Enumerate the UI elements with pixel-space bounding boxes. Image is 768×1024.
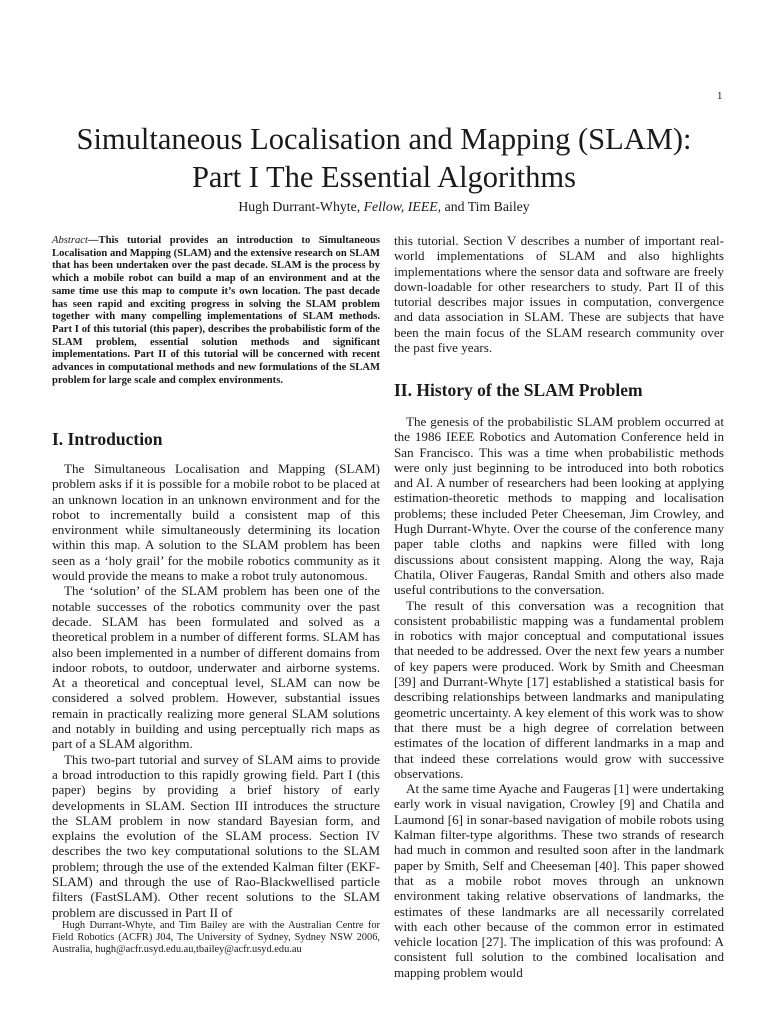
title-line-2: Part I The Essential Algorithms <box>191 160 577 194</box>
abstract-text: —This tutorial provides an introduction to Simultaneous Localisation and Mapping (SLAM) and the extensive research on SLAM that has been undertaken over the past decade. SLAM is the process by which a mobile robot can build a map of an environment and at the same time use this map to compute it’s own location. The past decade has seen rapid and exciting progress in solving the SLAM problem together with many compelling implementations of SLAM methods. Part I of this tutorial (this paper), describes the probabilistic form of the SLAM problem, essential solution methods and significant implementations. Part II of this tutorial will be concerned with recent advances in computational methods and new formulations of the SLAM problem for large scale and complex environments. <box>52 235 380 386</box>
paper-title <box>40 120 728 196</box>
section-heading-history: II. History of the SLAM Problem <box>394 380 643 400</box>
history-body <box>394 414 724 980</box>
section-heading-introduction: I. Introduction <box>52 429 163 449</box>
intro-paragraph-1: The Simultaneous Localisation and Mapping (SLAM) problem asks if it is possible for a mobile robot to be placed at an unknown location in an unknown environment and for the robot to incrementally build a consistent map of this environment while simultaneously determining its location within this map. A solution to the SLAM problem has been seen as a ‘holy grail’ for the mobile robotics community as it would provide the means to make a robot truly autonomous. <box>52 461 380 584</box>
intro-paragraph-2: The ‘solution’ of the SLAM problem has been one of the notable successes of the robotics community over the past decade. SLAM has been formulated and solved as a theoretical problem in a number of different forms. SLAM has also been implemented in a number of different domains from indoor robots, to outdoor, underwater and airborne systems. At a theoretical and conceptual level, SLAM can now be considered a solved problem. However, substantial issues remain in practically realizing more general SLAM solutions and notably in building and using perceptually rich maps as part of a SLAM algorithm. <box>52 583 380 752</box>
title-line-1: Simultaneous Localisation and Mapping (SLAM): <box>76 122 692 156</box>
intro-paragraph-3: This two-part tutorial and survey of SLAM aims to provide a broad introduction to this rapidly growing field. Part I (this paper) begins by providing a brief history of early developments in SLAM. Section III introduces the structure the SLAM problem in now standard Bayesian form, and explains the evolution of the SLAM process. Section IV describes the two key computational solutions to the SLAM problem; through the use of the extended Kalman filter (EKF-SLAM) and through the use of Rao-Blackwellised particle filters (FastSLAM). Other recent solutions to the SLAM problem are discussed in Part II of <box>52 751 380 920</box>
page-number: 1 <box>717 92 723 102</box>
author-2: and Tim Bailey <box>444 199 530 214</box>
author-footnote: Hugh Durrant-Whyte, and Tim Bailey are with the Australian Centre for Field Robotics (ACFR) J04, The University of Sydney, Sydney NSW 2006, Australia, hugh@acfr.usyd.edu.au,tbailey@acfr.usyd.edu.au <box>52 920 380 955</box>
right-column-continuation <box>394 233 724 355</box>
author-1: Hugh Durrant-Whyte, <box>238 199 361 214</box>
author-affiliation: Fellow, IEEE, <box>363 199 442 214</box>
abstract-label: Abstract <box>52 235 88 246</box>
abstract <box>52 235 380 387</box>
history-paragraph-2: The result of this conversation was a recognition that consistent probabilistic mapping was a fundamental problem in robotics with major conceptual and computational issues that needed to be addressed. Over the next few years a number of key papers were produced. Work by Smith and Cheesman [39] and Durrant-Whyte [17] established a statistical basis for describing relationships between landmarks and manipulating geometric uncertainty. A key element of this work was to show that there must be a high degree of correlation between estimates of the location of different landmarks in a map and that indeed these correlations would grow with successive observations. <box>394 597 724 781</box>
intro-body <box>52 461 380 920</box>
history-paragraph-1: The genesis of the probabilistic SLAM problem occurred at the 1986 IEEE Robotics and Automation Conference held in San Francisco. This was a time when probabilistic methods were only just beginning to be introduced into both robotics and AI. A number of researchers had been looking at applying estimation-theoretic methods to mapping and localisation problems; these included Peter Cheeseman, Jim Crowley, and Hugh Durrant-Whyte. Over the course of the conference many paper table cloths and napkins were filled with long discussions about consistent mapping. Along the way, Raja Chatila, Oliver Faugeras, Randal Smith and others also made useful contributions to the conversation. <box>394 414 724 598</box>
authors <box>40 199 728 215</box>
history-paragraph-3: At the same time Ayache and Faugeras [1] were undertaking early work in visual navigation, Crowley [9] and Chatila and Laumond [6] in sonar-based navigation of mobile robots using Kalman filter-type algorithms. These two strands of research had much in common and resulted soon after in the landmark paper by Smith, Self and Cheeseman [40]. This paper showed that as a mobile robot moves through an unknown environment taking relative observations of landmarks, the estimates of these landmarks are all necessarily correlated with each other because of the common error in estimated vehicle location [27]. The implication of this was profound: A consistent full solution to the combined localisation and mapping problem would <box>394 781 724 980</box>
continuation-paragraph: this tutorial. Section V describes a number of important real-world implementations of SLAM and also highlights implementations where the sensor data and software are freely down-loadable for other researchers to study. Part II of this tutorial describes major issues in computation, convergence and data association in SLAM. These are subjects that have been the main focus of the SLAM research community over the past five years. <box>394 233 724 356</box>
